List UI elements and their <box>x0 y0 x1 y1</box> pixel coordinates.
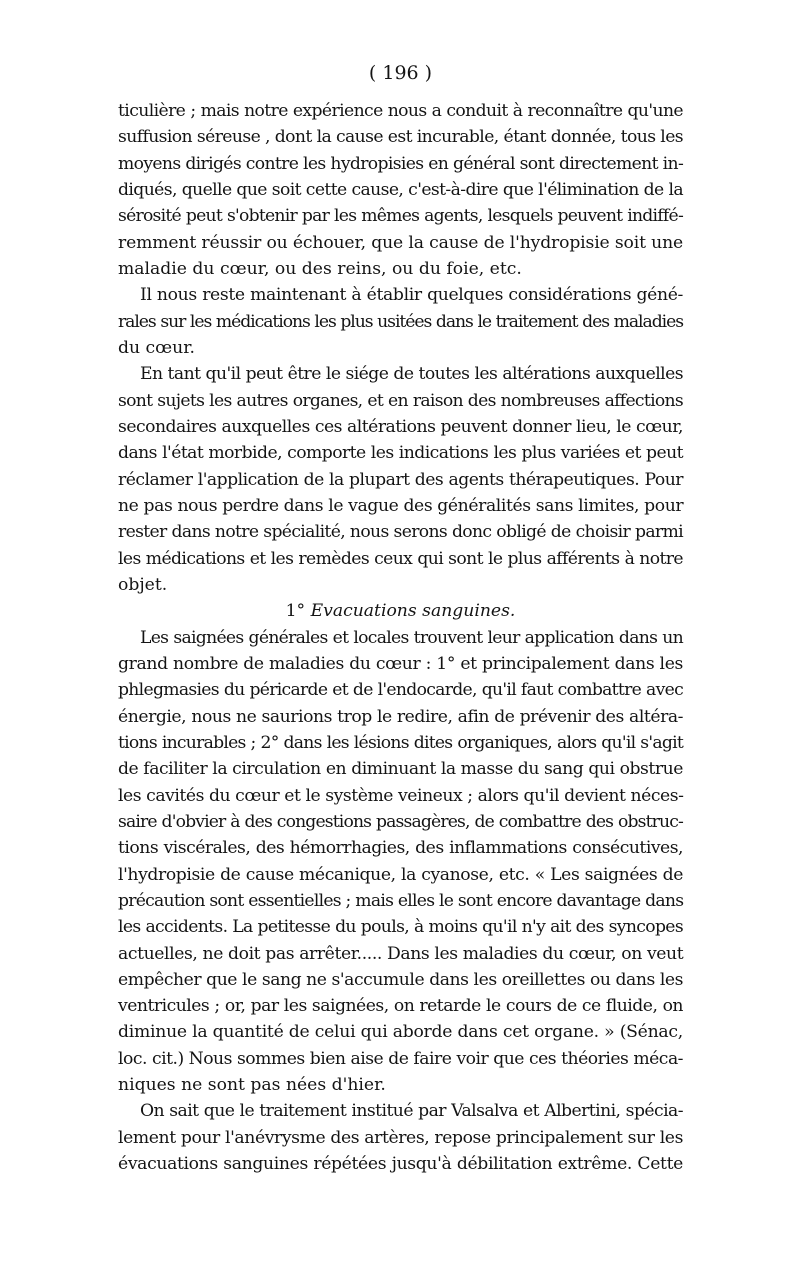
text-line: On sait que le traitement institué par Valsalva et Albertini, spécia- <box>140 1101 683 1122</box>
text-line: actuelles, ne doit pas arrêter..... Dans les maladies du cœur, on veut <box>118 943 684 964</box>
text-line: lement pour l'anévrysme des artères, repose principalement sur les <box>118 1127 683 1148</box>
text-line: objet. <box>118 574 168 595</box>
text-line: précaution sont essentielles ; mais elles le sont encore davantage dans <box>118 890 684 911</box>
text-line: du cœur. <box>118 337 196 358</box>
text-line: rales sur les médications les plus usitées dans le traitement des maladies <box>118 311 683 332</box>
text-line: tions viscérales, des hémorrhagies, des inflammations consécutives, <box>118 838 683 859</box>
text-line: diqués, quelle que soit cette cause, c'est-à-dire que l'élimination de la <box>118 179 683 200</box>
page-number: ( 196 ) <box>368 62 433 84</box>
text-line: grand nombre de maladies du cœur : 1° et principalement dans les <box>118 653 683 674</box>
text-line: rester dans notre spécialité, nous serons donc obligé de choisir parmi <box>118 522 683 543</box>
text-line: réclamer l'application de la plupart des agents thérapeutiques. Pour <box>118 469 683 490</box>
text-line: secondaires auxquelles ces altérations peuvent donner lieu, le cœur, <box>118 416 683 437</box>
text-line: sont sujets les autres organes, et en raison des nombreuses affections <box>118 390 683 411</box>
paragraph <box>118 625 683 1099</box>
text-line: niques ne sont pas nées d'hier. <box>118 1075 386 1096</box>
text-line: les médications et les remèdes ceux qui sont le plus afférents à notre <box>118 548 683 569</box>
text-line: Il nous reste maintenant à établir quelques considérations géné- <box>140 285 683 306</box>
text-line: dans l'état morbide, comporte les indications les plus variées et peut <box>118 443 683 464</box>
text-line: remment réussir ou échouer, que la cause de l'hydropisie soit une <box>118 232 684 253</box>
text-line: suffusion séreuse , dont la cause est incurable, étant donnée, tous les <box>118 127 683 148</box>
section-heading <box>118 598 683 624</box>
text-line: moyens dirigés contre les hydropisies en général sont directement in- <box>118 153 684 174</box>
text-line: ticulière ; mais notre expérience nous a conduit à reconnaître qu'une <box>118 101 683 121</box>
text-line: les accidents. La petitesse du pouls, à moins qu'il n'y ait des syncopes <box>118 917 683 938</box>
text-line: tions incurables ; 2° dans les lésions dites organiques, alors qu'il s'agit <box>118 732 683 753</box>
paragraph <box>118 282 683 361</box>
text-line: loc. cit.) Nous sommes bien aise de faire voir que ces théories méca- <box>118 1048 683 1069</box>
text-line: de faciliter la circulation en diminuant la masse du sang qui obstrue <box>118 759 683 780</box>
paragraph <box>118 98 683 282</box>
text-line: sérosité peut s'obtenir par les mêmes agents, lesquels peuvent indiffé- <box>118 206 683 227</box>
paragraph <box>118 361 683 598</box>
section-title: Evacuations sanguines. <box>310 601 516 622</box>
text-line: ne pas nous perdre dans le vague des généralités sans limites, pour <box>118 495 684 516</box>
text-line: En tant qu'il peut être le siége de toutes les altérations auxquelles <box>140 364 683 385</box>
text-line: maladie du cœur, ou des reins, ou du foie, etc. <box>118 258 522 279</box>
text-line: Les saignées générales et locales trouvent leur application dans un <box>140 627 683 648</box>
text-line: énergie, nous ne saurions trop le redire, afin de prévenir des altéra- <box>118 706 683 727</box>
text-line: les cavités du cœur et le système veineux ; alors qu'il devient néces- <box>118 785 684 806</box>
text-line: diminue la quantité de celui qui aborde dans cet organe. » (Sénac, <box>118 1022 683 1043</box>
text-line: ventricules ; or, par les saignées, on retarde le cours de ce fluide, on <box>118 996 683 1017</box>
text-line: saire d'obvier à des congestions passagères, de combattre des obstruc- <box>118 811 683 832</box>
paragraph <box>118 1098 683 1177</box>
book-page <box>118 58 683 1177</box>
section-number: 1° <box>285 601 306 622</box>
text-line: évacuations sanguines répétées jusqu'à débilitation extrême. Cette <box>118 1154 683 1175</box>
text-line: phlegmasies du péricarde et de l'endocarde, qu'il faut combattre avec <box>118 680 683 701</box>
text-line: l'hydropisie de cause mécanique, la cyanose, etc. « Les saignées de <box>118 864 683 885</box>
text-line: empêcher que le sang ne s'accumule dans les oreillettes ou dans les <box>118 969 683 990</box>
